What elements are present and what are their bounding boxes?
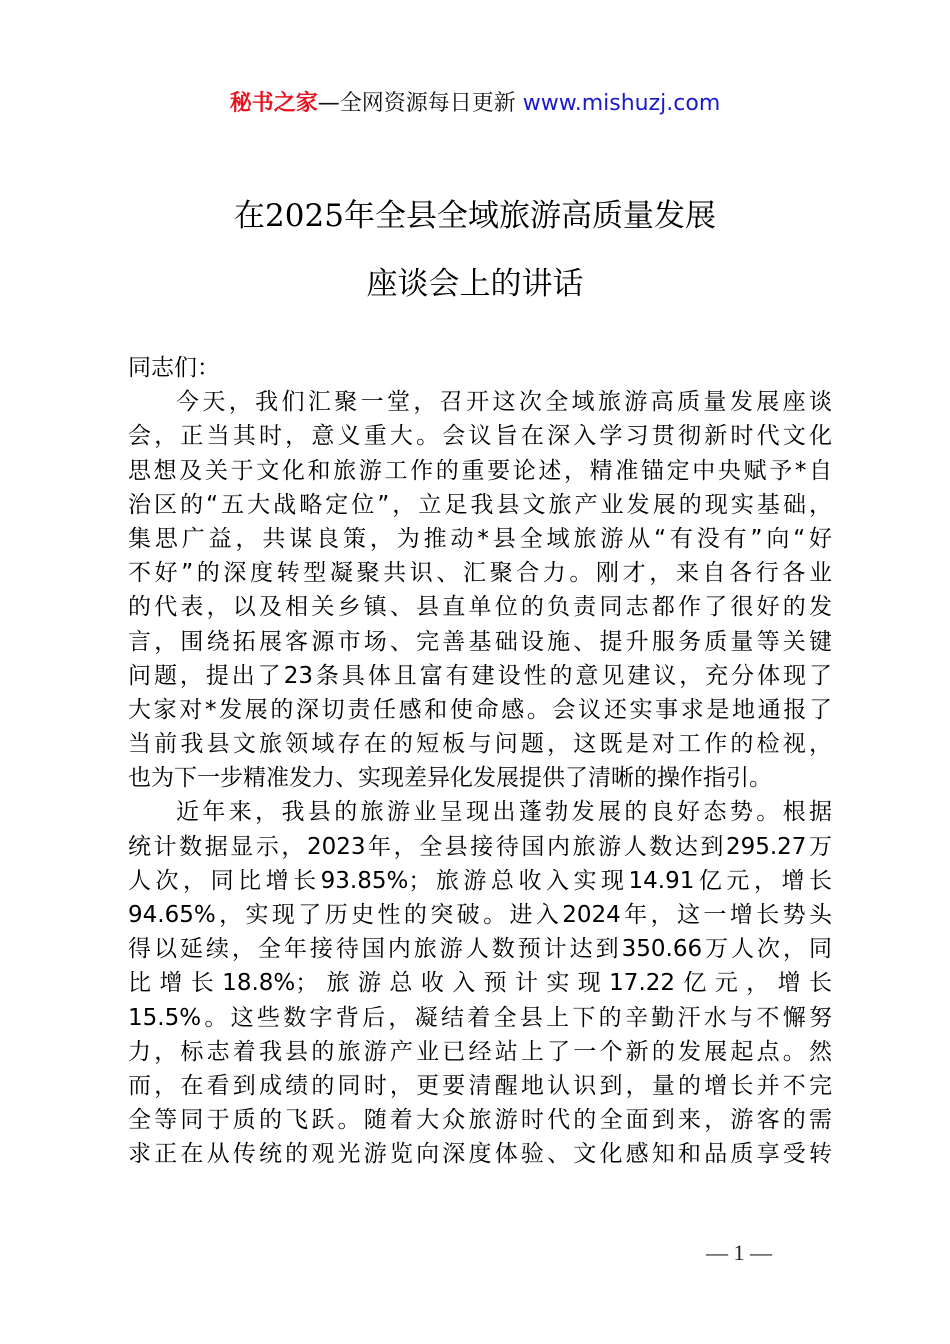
paragraph-line: 94.65%，实现了历史性的突破。进入2024年，这一增长势头 <box>128 902 832 928</box>
paragraph-line: 全等同于质的飞跃。随着大众旅游时代的全面到来，游客的需 <box>128 1107 832 1134</box>
paragraph-line: 力，标志着我县的旅游产业已经站上了一个新的发展起点。然 <box>128 1038 832 1065</box>
site-tagline: —全网资源每日更新 <box>317 91 516 116</box>
site-url-link[interactable]: www.mishuzj.com <box>522 91 721 116</box>
paragraph-line: 15.5%。这些数字背后，凝结着全县上下的辛勤汗水与不懈努 <box>128 1004 832 1031</box>
paragraph-line: 而，在看到成绩的同时，更要清醒地认识到，量的增长并不完 <box>128 1072 832 1099</box>
paragraph-line: 今天，我们汇聚一堂，召开这次全域旅游高质量发展座谈 <box>176 389 832 416</box>
paragraph-line: 得以延续，全年接待国内旅游人数预计达到350.66万人次，同 <box>128 936 832 963</box>
paragraph-line: 问题，提出了23条具体且富有建设性的意见建议，充分体现了 <box>128 662 832 689</box>
paragraph-line: 治区的“五大战略定位”，立足我县文旅产业发展的现实基础， <box>128 491 832 518</box>
document-title-line-2: 座谈会上的讲话 <box>366 266 584 302</box>
paragraph-line: 统计数据显示，2023年，全县接待国内旅游人数达到295.27万 <box>128 833 832 860</box>
paragraph-line: 人次，同比增长93.85%；旅游总收入实现14.91亿元，增长 <box>128 867 832 894</box>
document-title-line-1: 在2025年全县全域旅游高质量发展 <box>234 198 716 234</box>
paragraph-line: 也为下一步精准发力、实现差异化发展提供了清晰的操作指引。 <box>128 765 772 792</box>
paragraph-line: 大家对*发展的深切责任感和使命感。会议还实事求是地通报了 <box>128 696 832 723</box>
paragraph-line: 当前我县文旅领域存在的短板与问题，这既是对工作的检视， <box>128 731 832 758</box>
paragraph-line: 不好”的深度转型凝聚共识、汇聚合力。刚才，来自各行各业 <box>128 560 832 587</box>
page-number: — 1 — <box>706 1240 772 1265</box>
paragraph-line: 思想及关于文化和旅游工作的重要论述，精准锚定中央赋予*自 <box>128 457 832 484</box>
paragraph-line: 比增长18.8%；旅游总收入预计实现17.22亿元，增长 <box>128 970 832 997</box>
paragraph-line: 的代表，以及相关乡镇、县直单位的负责同志都作了很好的发 <box>128 594 832 621</box>
paragraph-line: 会，正当其时，意义重大。会议旨在深入学习贯彻新时代文化 <box>128 423 832 450</box>
site-brand: 秘书之家 <box>229 91 318 116</box>
document-body <box>128 351 832 1172</box>
site-header <box>0 88 950 120</box>
paragraph-line: 近年来，我县的旅游业呈现出蓬勃发展的良好态势。根据 <box>176 799 832 826</box>
salutation: 同志们： <box>128 355 220 381</box>
paragraph-line: 求正在从传统的观光游览向深度体验、文化感知和品质享受转 <box>128 1141 832 1168</box>
paragraph-line: 集思广益，共谋良策，为推动*县全域旅游从“有没有”向“好 <box>128 525 832 552</box>
paragraph-line: 言，围绕拓展客源市场、完善基础设施、提升服务质量等关键 <box>128 628 832 655</box>
